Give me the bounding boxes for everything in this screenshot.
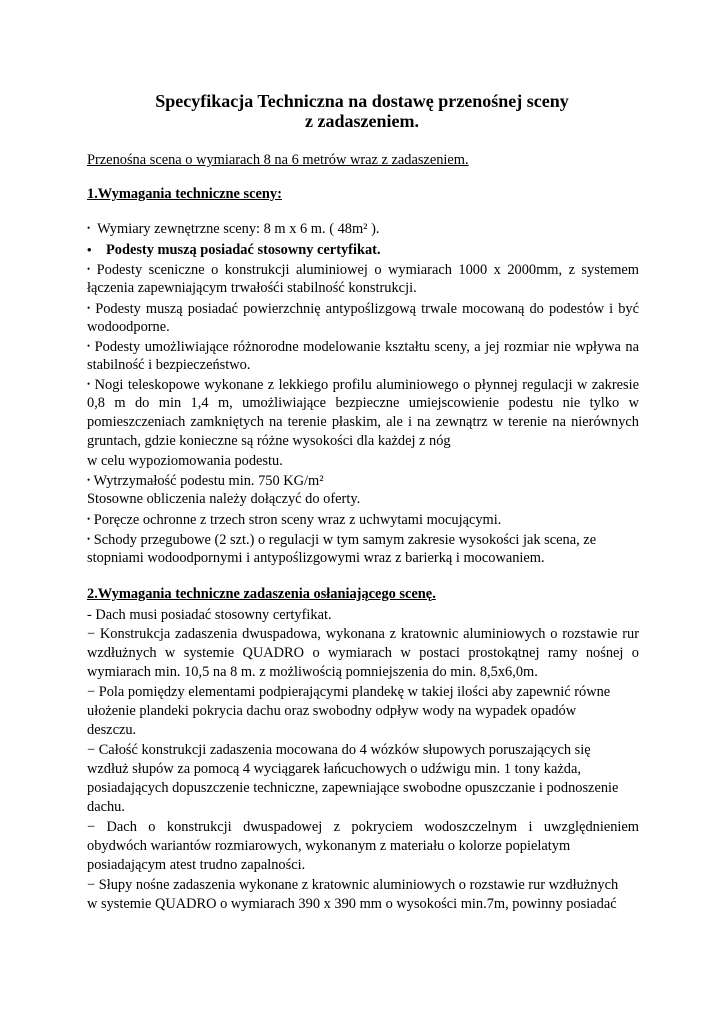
section-1-line: stopniami wodoodpornymi i antypoślizgowymi wraz z barierką i mocowaniem. xyxy=(87,550,545,566)
bullet-icon: • xyxy=(87,223,91,233)
section-1-line: • Podesty umożliwiające różnorodne modelowanie kształtu sceny, a jej rozmiar nie wpływa na xyxy=(87,339,639,355)
bullet-icon: • xyxy=(87,303,91,313)
bullet-icon: • xyxy=(87,534,91,544)
section-1-line: • Wymiary zewnętrzne sceny: 8 m x 6 m. ( 48m² ). xyxy=(87,221,380,237)
section-1-line: • Poręcze ochronne z trzech stron sceny wraz z uchwytami mocującymi. xyxy=(87,512,502,528)
section-2-line: − Dach o konstrukcji dwuspadowej z pokryciem wodoszczelnym i uwzględnieniem xyxy=(87,819,639,835)
section-1-line: • Podesty sceniczne o konstrukcji aluminiowej o wymiarach 1000 x 2000mm, z systemem xyxy=(87,262,639,278)
section-1-line: • Podesty muszą posiadać powierzchnię antypoślizgową trwale mocowaną do podestów i być xyxy=(87,301,640,317)
section-1-line: łączenia zapewniającym trwałośći stabilność konstrukcji. xyxy=(87,280,417,296)
section-2-line: w systemie QUADRO o wymiarach 390 x 390 mm o wysokości min.7m, powinny posiadać xyxy=(87,896,617,912)
document-title-line-1: Specyfikacja Techniczna na dostawę przenośnej sceny xyxy=(155,91,569,111)
bullet-icon: • xyxy=(87,379,91,389)
section-2-line: obydwóch wariantów rozmiarowych, wykonanym z materiału o kolorze popielatym xyxy=(87,838,571,854)
section-1-line: wodoodporne. xyxy=(87,319,170,335)
section-1-line: • Schody przegubowe (2 szt.) o regulacji w tym samym zakresie wysokości jak scena, ze xyxy=(87,532,597,548)
section-2-line: − Pola pomiędzy elementami podpierającymi plandekę w takiej ilości aby zapewnić równe xyxy=(87,684,611,700)
section-1-line: • Podesty muszą posiadać stosowny certyfikat. xyxy=(87,242,381,258)
section-2-line: wzdłuż słupów za pomocą 4 wyciągarek łańcuchowych o udźwigu min. 1 tony każda, xyxy=(87,761,581,777)
section-2-line: dachu. xyxy=(87,799,125,815)
section-2-line: deszczu. xyxy=(87,722,137,738)
section-1-line: pomieszczeniach zamkniętych na terenie płaskim, ale i na zewnątrz w terenie na nierównych xyxy=(87,414,639,430)
section-1-line: gruntach, gdzie konieczne są różne wysokości dla każdej z nóg xyxy=(87,433,451,449)
section-2-line: ułożenie plandeki pokrycia dachu oraz swobodny odpływ wody na wypadek opadów xyxy=(87,703,577,719)
bullet-icon: • xyxy=(87,475,91,485)
bullet-icon: • xyxy=(87,242,92,257)
section-2-line: posiadających dopuszczenie techniczne, zapewniające swobodne opuszczanie i podnoszenie xyxy=(87,780,619,796)
section-1-line: stabilność i bezpieczeństwo. xyxy=(87,357,251,373)
section-2-line: − Całość konstrukcji zadaszenia mocowana do 4 wózków słupowych poruszających się xyxy=(87,742,591,758)
section-1-line: Stosowne obliczenia należy dołączyć do oferty. xyxy=(87,491,361,507)
section-1-line: 0,8 m do min 1,4 m, umożliwiające bezpieczne umiejscowienie podestu nie tylko w xyxy=(87,395,639,411)
section-1-line: • Wytrzymałość podestu min. 750 KG/m² xyxy=(87,473,324,489)
section-2-line: − Słupy nośne zadaszenia wykonane z kratownic aluminiowych o rozstawie rur wzdłużnych xyxy=(87,877,619,893)
section-2-line: wymiarach min. 10,5 na 8 m. z możliwością pomniejszenia do min. 8,5x6,0m. xyxy=(87,664,538,680)
section-2-line: − Konstrukcja zadaszenia dwuspadowa, wykonana z kratownic aluminiowych o rozstawie rur xyxy=(87,626,639,642)
bullet-icon: • xyxy=(87,514,91,524)
document-title-line-2: z zadaszeniem. xyxy=(305,111,419,131)
bullet-icon: • xyxy=(87,264,91,274)
section-2-line: wzdłużnych w systemie QUADRO o wymiarach w postaci prostokątnej ramy nośnej o xyxy=(87,645,639,661)
section-2-line: - Dach musi posiadać stosowny certyfikat. xyxy=(87,607,332,623)
section-1-line: w celu wypoziomowania podestu. xyxy=(87,453,283,469)
bullet-icon: • xyxy=(87,341,91,351)
intro-text: Przenośna scena o wymiarach 8 na 6 metrów wraz z zadaszeniem. xyxy=(87,152,469,168)
section-1-line: • Nogi teleskopowe wykonane z lekkiego profilu aluminiowego o płynnej regulacji w zakresie xyxy=(87,377,639,393)
section-2-heading: 2.Wymagania techniczne zadaszenia osłaniającego scenę. xyxy=(87,586,436,602)
section-2-line: posiadającym atest trudno zapalności. xyxy=(87,857,306,873)
section-1-heading: 1.Wymagania techniczne sceny: xyxy=(87,186,282,202)
